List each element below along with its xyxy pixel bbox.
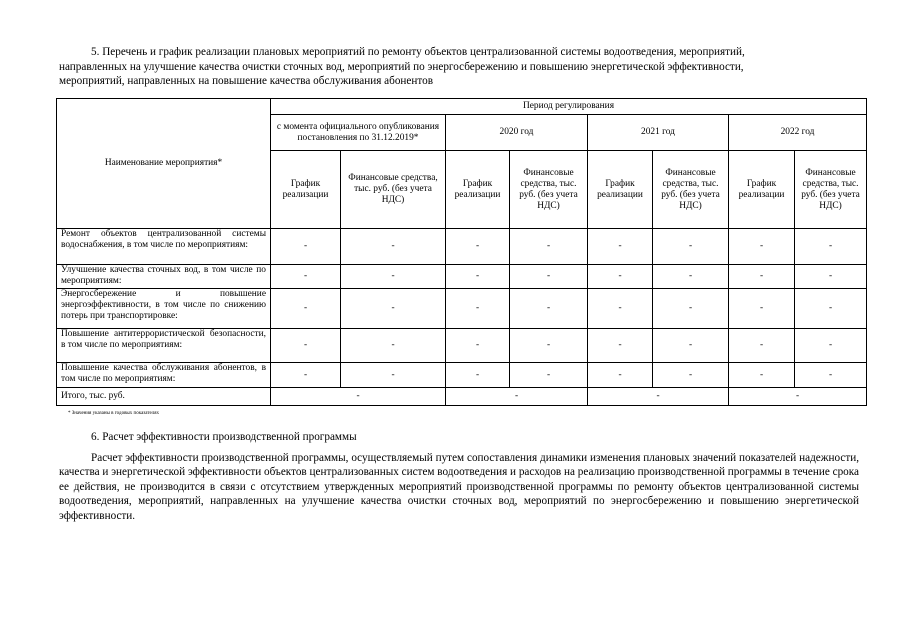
table-row [57, 363, 867, 388]
finance-header: Финансовые средства, тыс. руб. (без учета НДС) [341, 151, 446, 229]
table-row [57, 265, 867, 289]
row-cell: - [341, 363, 446, 388]
row-name: Энергосбережение и повышение энергоэффективности, в том числе по снижению потерь при транспортировке: [57, 289, 271, 329]
row-cell: - [446, 289, 510, 329]
row-cell: - [341, 229, 446, 265]
section-5-text [59, 45, 859, 89]
row-cell: - [341, 265, 446, 289]
total-cell: - [729, 388, 867, 406]
row-cell: - [653, 329, 729, 363]
plan-table [56, 98, 867, 406]
schedule-header: График реализации [446, 151, 510, 229]
section-5-line: направленных на улучшение качества очистки сточных вод, мероприятий по энергосбережению и повышению энергетической эффективности, [59, 60, 744, 73]
row-cell: - [341, 329, 446, 363]
row-cell: - [729, 329, 795, 363]
row-cell: - [795, 363, 867, 388]
total-label: Итого, тыс. руб. [57, 388, 271, 406]
row-cell: - [795, 329, 867, 363]
period-header-1: 2020 год [446, 115, 588, 151]
row-cell: - [446, 265, 510, 289]
row-cell: - [446, 363, 510, 388]
period-header-2: 2021 год [588, 115, 729, 151]
row-name: Ремонт объектов централизованной системы водоснабжения, в том числе по мероприятиям: [57, 229, 271, 265]
row-cell: - [653, 265, 729, 289]
row-cell: - [729, 289, 795, 329]
period-header-0: с момента официального опубликования постановления по 31.12.2019* [271, 115, 446, 151]
table-row [57, 289, 867, 329]
row-cell: - [588, 289, 653, 329]
row-cell: - [271, 329, 341, 363]
row-cell: - [510, 329, 588, 363]
row-name: Повышение антитеррористической безопасности, в том числе по мероприятиям: [57, 329, 271, 363]
row-name: Улучшение качества сточных вод, в том числе по мероприятиям: [57, 265, 271, 289]
period-header: Период регулирования [271, 99, 867, 115]
section-6-heading: 6. Расчет эффективности производственной программы [91, 431, 357, 443]
section-5-line: мероприятий, направленных на повышение качества обслуживания абонентов [59, 75, 433, 88]
row-cell: - [653, 229, 729, 265]
finance-header: Финансовые средства, тыс. руб. (без учета НДС) [510, 151, 588, 229]
row-cell: - [588, 229, 653, 265]
row-cell: - [510, 363, 588, 388]
row-cell: - [729, 229, 795, 265]
total-row [57, 388, 867, 406]
row-cell: - [446, 329, 510, 363]
row-cell: - [588, 363, 653, 388]
row-cell: - [510, 289, 588, 329]
row-cell: - [341, 289, 446, 329]
row-cell: - [588, 265, 653, 289]
finance-header: Финансовые средства, тыс. руб. (без учета НДС) [653, 151, 729, 229]
row-cell: - [510, 265, 588, 289]
table-row [57, 329, 867, 363]
name-header: Наименование мероприятия* [57, 99, 271, 229]
total-cell: - [446, 388, 588, 406]
total-cell: - [271, 388, 446, 406]
row-cell: - [271, 265, 341, 289]
row-cell: - [446, 229, 510, 265]
row-cell: - [510, 229, 588, 265]
row-cell: - [729, 265, 795, 289]
row-cell: - [271, 229, 341, 265]
row-cell: - [795, 229, 867, 265]
row-cell: - [795, 289, 867, 329]
schedule-header: График реализации [271, 151, 341, 229]
row-cell: - [653, 289, 729, 329]
schedule-header: График реализации [729, 151, 795, 229]
period-header-3: 2022 год [729, 115, 867, 151]
row-cell: - [588, 329, 653, 363]
row-name: Повышение качества обслуживания абонентов, в том числе по мероприятиям: [57, 363, 271, 388]
total-cell: - [588, 388, 729, 406]
row-cell: - [271, 289, 341, 329]
finance-header: Финансовые средства, тыс. руб. (без учета НДС) [795, 151, 867, 229]
schedule-header: График реализации [588, 151, 653, 229]
row-cell: - [795, 265, 867, 289]
section-6-text: Расчет эффективности производственной программы, осуществляемый путем сопоставления динамики изменения плановых значений показателей надежности, качества и энергетической эффективности объектов централизованных систем водоотведения и расходов на реализацию производственной программы в течение срока ее действия, не производится в связи с отсутствием утвержденных мероприятий производственной программы по ремонту объектов централизованной системы водоотведения, мероприятий, направленных на улучшение качества очистки сточных вод, мероприятий по энергосбережению и повышению энергетической эффективности. [59, 452, 859, 522]
section-5-line: 5. Перечень и график реализации плановых мероприятий по ремонту объектов централизованной системы водоотведения, мероприятий, [91, 46, 745, 58]
row-cell: - [271, 363, 341, 388]
row-cell: - [729, 363, 795, 388]
row-cell: - [653, 363, 729, 388]
table-row [57, 229, 867, 265]
footnote: * Значения указаны в годовых показателях [68, 411, 160, 416]
